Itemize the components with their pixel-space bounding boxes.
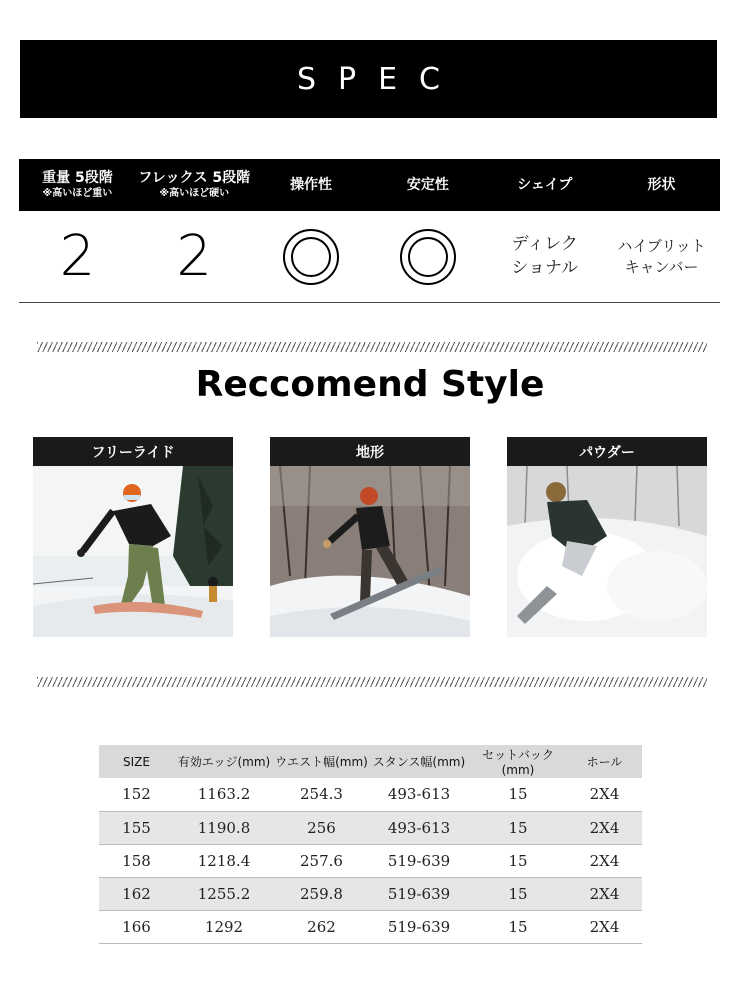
- freeride-photo: [33, 466, 233, 637]
- col-waist-width: ウエスト幅(mm): [274, 745, 369, 778]
- col-stance-width: スタンス幅(mm): [369, 745, 469, 778]
- spec-header-form: 形状: [647, 176, 676, 193]
- col-setback: セットバック(mm): [469, 745, 567, 778]
- style-card-label: 地形: [270, 437, 470, 466]
- double-circle-icon: [283, 229, 339, 285]
- style-card-powder: [507, 437, 707, 637]
- style-card-label: フリーライド: [33, 437, 233, 466]
- powder-photo: [507, 466, 707, 637]
- col-size: SIZE: [99, 745, 174, 778]
- style-card-label: パウダー: [507, 437, 707, 466]
- flex-value: 2: [176, 224, 213, 289]
- spec-header-weight: 重量 5段階 ※高いほど重い: [42, 170, 113, 199]
- size-table: [99, 745, 642, 944]
- hatch-divider: [37, 677, 707, 687]
- spec-table: [19, 159, 720, 303]
- spec-title: SPEC: [296, 61, 463, 97]
- spec-banner: [20, 40, 717, 118]
- spec-header-flex: フレックス 5段階 ※高いほど硬い: [138, 170, 251, 199]
- style-card-freeride: [33, 437, 233, 637]
- spec-header-row: [19, 159, 720, 211]
- weight-value: 2: [59, 224, 96, 289]
- stability-value: [369, 211, 486, 302]
- shape-value: ディレク ショナル: [511, 233, 579, 278]
- form-value: ハイブリット キャンバー: [617, 237, 706, 276]
- col-effective-edge: 有効エッジ(mm): [174, 745, 274, 778]
- table-row: 166 1292 262 519-639 15 2X4: [99, 910, 642, 943]
- style-card-terrain: [270, 437, 470, 637]
- size-table-header: [99, 745, 642, 778]
- terrain-photo: [270, 466, 470, 637]
- col-hole: ホール: [567, 745, 642, 778]
- handling-value: [253, 211, 370, 302]
- table-row: 155 1190.8 256 493-613 15 2X4: [99, 811, 642, 844]
- spec-header-stability: 安定性: [406, 176, 449, 193]
- table-row: 152 1163.2 254.3 493-613 15 2X4: [99, 778, 642, 811]
- table-row: 158 1218.4 257.6 519-639 15 2X4: [99, 844, 642, 877]
- table-row: 162 1255.2 259.8 519-639 15 2X4: [99, 877, 642, 910]
- recommend-style-title: Reccomend Style: [195, 364, 545, 405]
- hatch-divider: [37, 342, 707, 352]
- spec-value-row: [19, 211, 720, 303]
- double-circle-icon: [400, 229, 456, 285]
- spec-header-handling: 操作性: [290, 176, 333, 193]
- spec-header-shape: シェイプ: [517, 176, 573, 193]
